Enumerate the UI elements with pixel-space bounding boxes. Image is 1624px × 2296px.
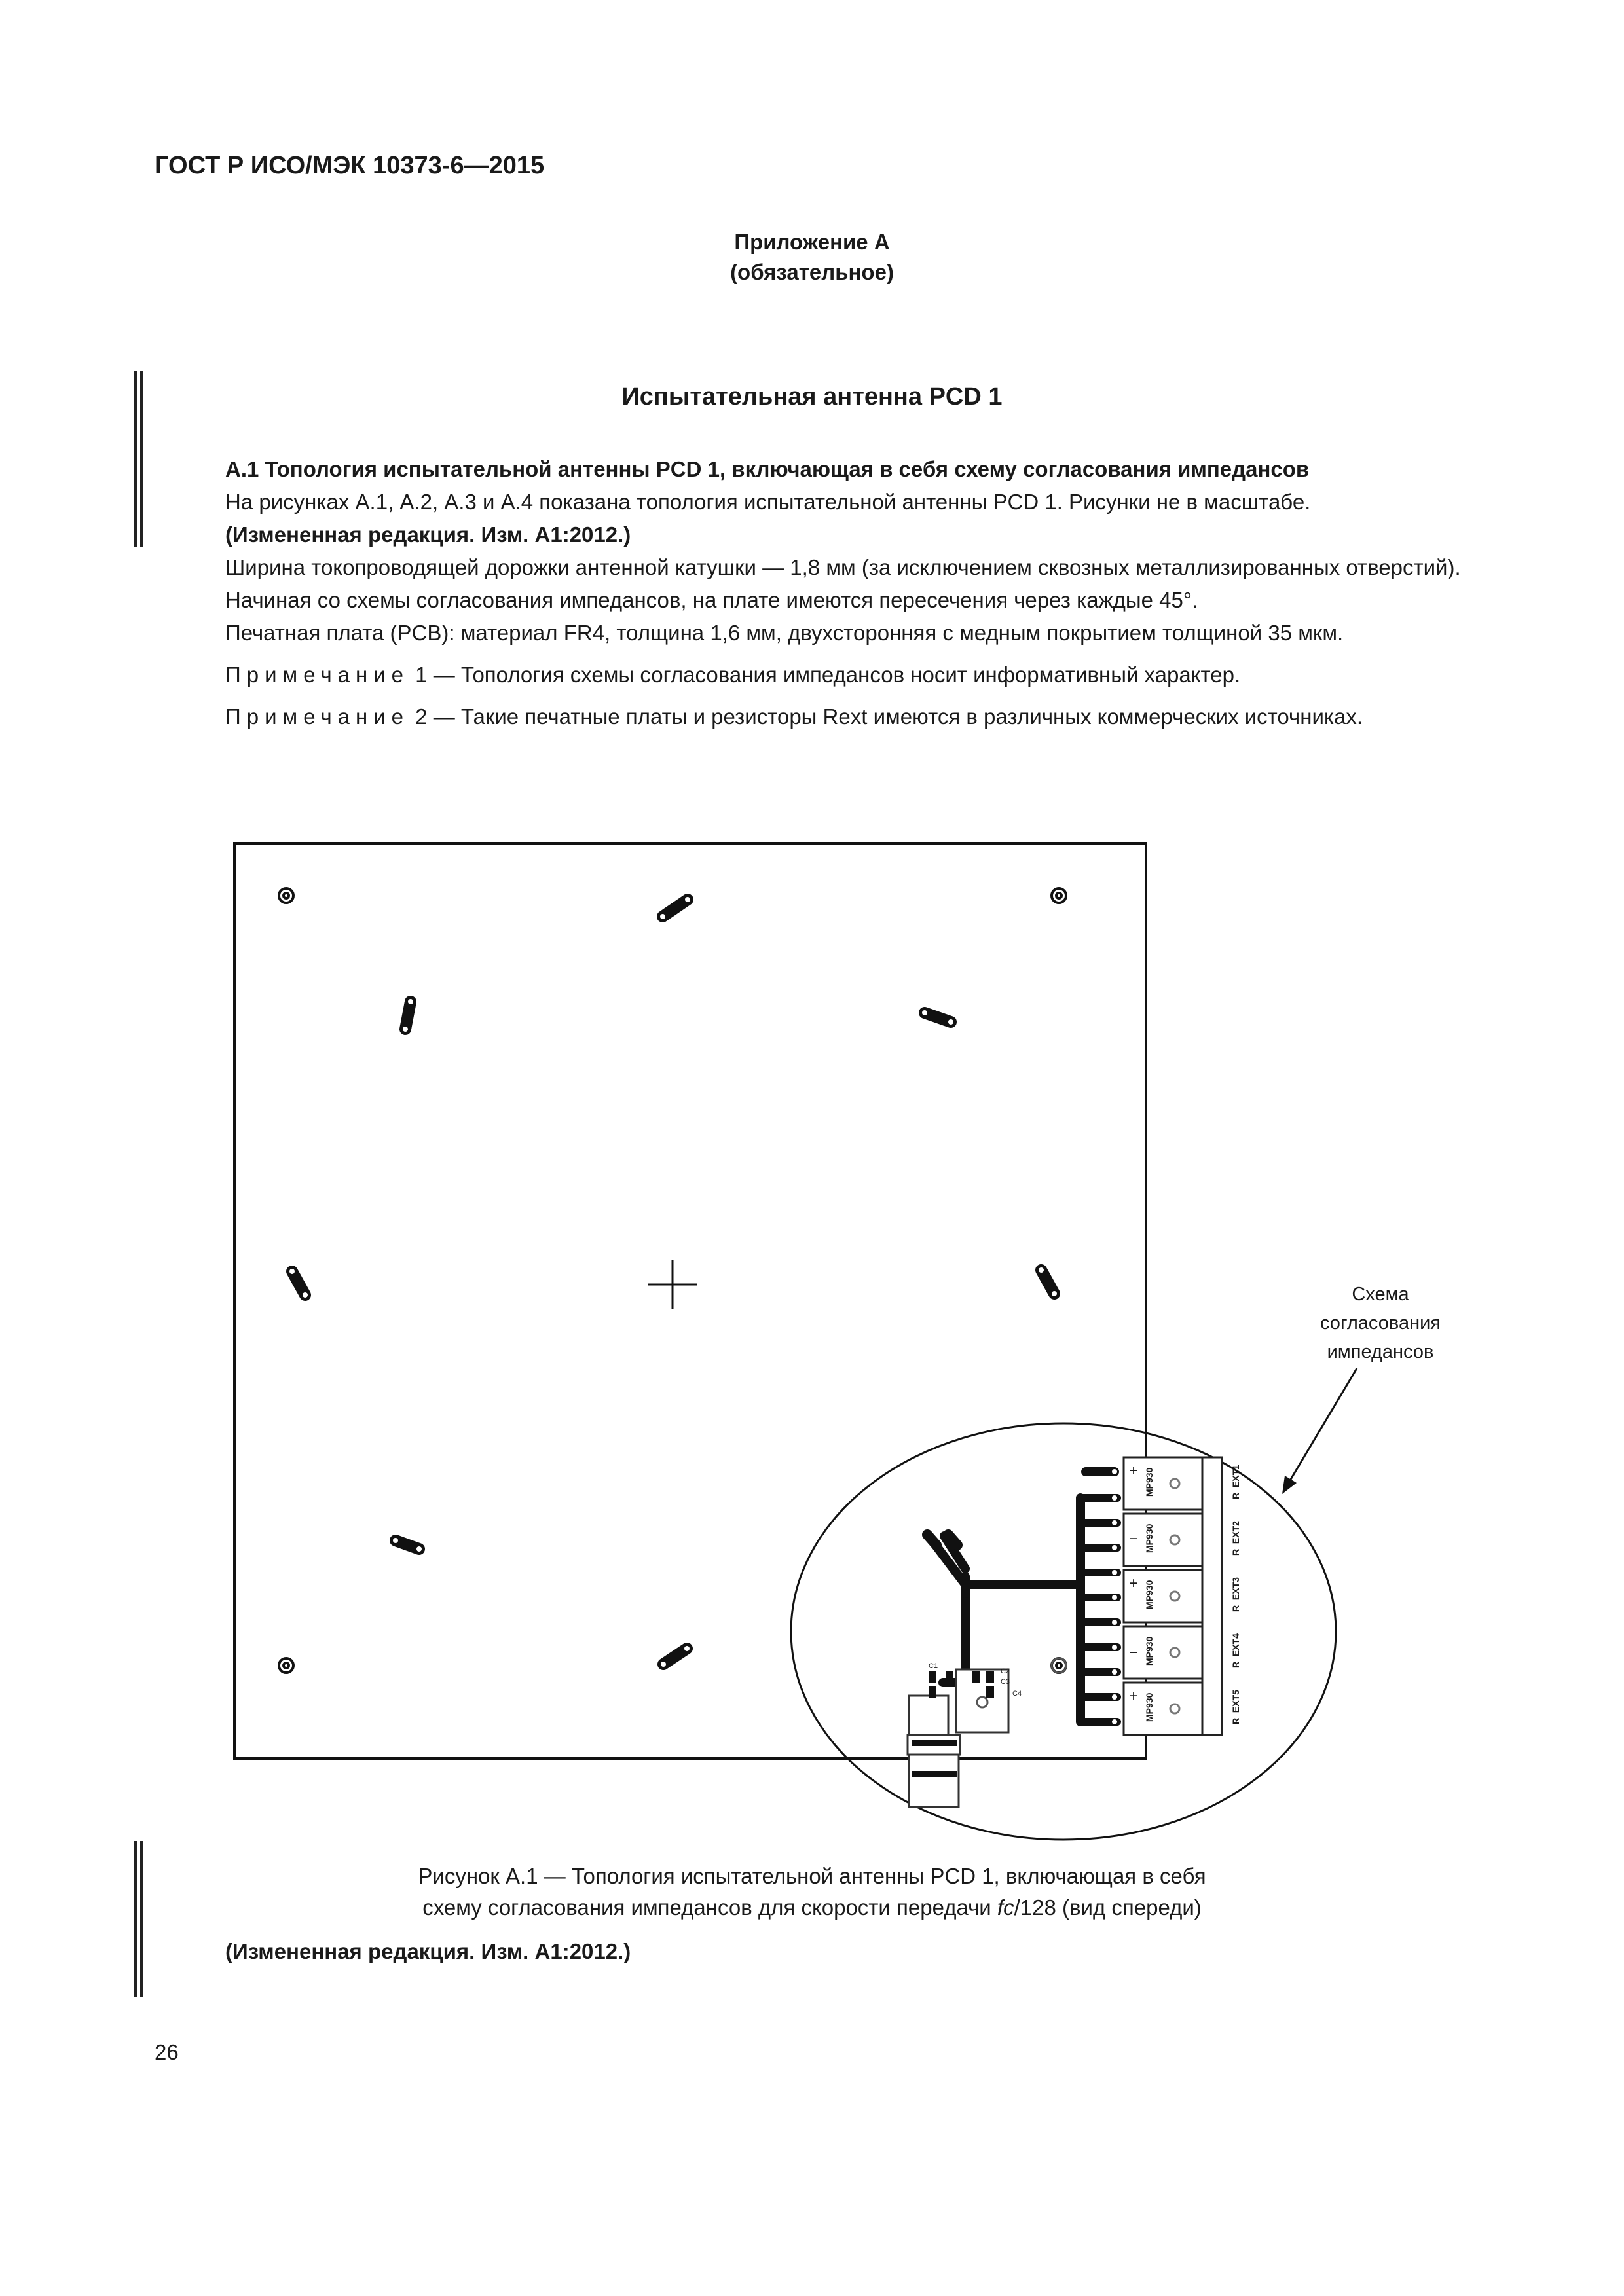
capacitor-label: C2 <box>1001 1667 1010 1675</box>
pcb-outline <box>234 843 1146 1758</box>
rext-label: R_EXT5 <box>1230 1690 1241 1724</box>
resistor-label: MP930 <box>1144 1636 1154 1666</box>
capacitor-label: C1 <box>929 1662 938 1670</box>
resistor-label: MP930 <box>1144 1692 1154 1722</box>
paragraph-pcb: Печатная плата (PCB): материал FR4, толщина 1,6 мм, двухсторонняя с медным покрытием толщиной 35 мкм. <box>225 621 1344 645</box>
polarity-plus: + <box>1129 1462 1139 1480</box>
rext-boxes <box>1124 1457 1222 1735</box>
callout-label-line3: импедансов <box>1327 1341 1434 1362</box>
caption-line-2-end: /128 (вид спереди) <box>1014 1895 1202 1920</box>
capacitor-label: C3 <box>1001 1678 1010 1686</box>
rext-label: R_EXT4 <box>1230 1633 1241 1668</box>
rext-label: R_EXT3 <box>1230 1577 1241 1612</box>
paragraph-crossings: Начиная со схемы согласования импедансов, на плате имеются пересечения через каждые 45°. <box>225 588 1198 612</box>
caption-line-2-start: схему согласования импедансов для скорости передачи <box>422 1895 997 1920</box>
annex-status: (обязательное) <box>730 260 894 284</box>
note-2-text: 2 — Такие печатные платы и резисторы Rext имеются в различных коммерческих источниках. <box>409 704 1363 729</box>
matching-circuit-ellipse <box>791 1423 1336 1840</box>
paragraph-figures: На рисунках А.1, А.2, А.3 и А.4 показана топология испытательной антенны PCD 1. Рисунки не в масштабе. <box>225 490 1311 514</box>
resistor-pads <box>1080 1498 1117 1722</box>
subsection-heading: А.1 Топология испытательной антенны PCD 1, включающая в себя схему согласования импедансов <box>225 457 1310 481</box>
modification-note-2: (Измененная редакция. Изм. А1:2012.) <box>225 1939 631 1963</box>
modification-note: (Измененная редакция. Изм. А1:2012.) <box>225 522 631 547</box>
figure-caption <box>0 1861 1624 1923</box>
annex-name: Приложение А <box>734 230 890 254</box>
resistor-label: MP930 <box>1144 1523 1154 1553</box>
capacitor-label: C4 <box>1012 1690 1022 1698</box>
standard-header: ГОСТ Р ИСО/МЭК 10373-6—2015 <box>155 152 545 179</box>
polarity-minus: − <box>1129 1530 1139 1548</box>
note-1-text: 1 — Топология схемы согласования импедансов носит информативный характер. <box>409 663 1241 687</box>
callout-label-line2: согласования <box>1320 1313 1441 1334</box>
note-2-label: Примечание <box>225 704 410 729</box>
callout-arrow-line <box>1287 1368 1357 1485</box>
rext-label: R_EXT2 <box>1230 1521 1241 1556</box>
caption-line-1: Рисунок А.1 — Топология испытательной антенны PCD 1, включающая в себя <box>418 1864 1206 1888</box>
resistor-label: MP930 <box>1144 1580 1154 1609</box>
resistor-pad-holes <box>1112 1469 1117 1724</box>
rext-label: R_EXT1 <box>1230 1465 1241 1499</box>
polarity-plus: + <box>1129 1687 1139 1705</box>
resistor-label: MP930 <box>1144 1467 1154 1497</box>
page-number: 26 <box>155 2040 179 2064</box>
note-1-label: Примечание <box>225 663 410 687</box>
paragraph-track-width: Ширина токопроводящей дорожки антенной катушки — 1,8 мм (за исключением сквозных металлизированных отверстий). <box>225 555 1461 579</box>
section-title: Испытательная антенна PCD 1 <box>621 383 1003 410</box>
caption-fc: fc <box>997 1895 1014 1920</box>
polarity-plus: + <box>1129 1575 1139 1592</box>
callout-label-line1: Схема <box>1352 1284 1409 1305</box>
callout-arrow-head <box>1282 1476 1297 1494</box>
caption-line-2 <box>0 1892 1624 1923</box>
polarity-minus: − <box>1129 1644 1139 1662</box>
